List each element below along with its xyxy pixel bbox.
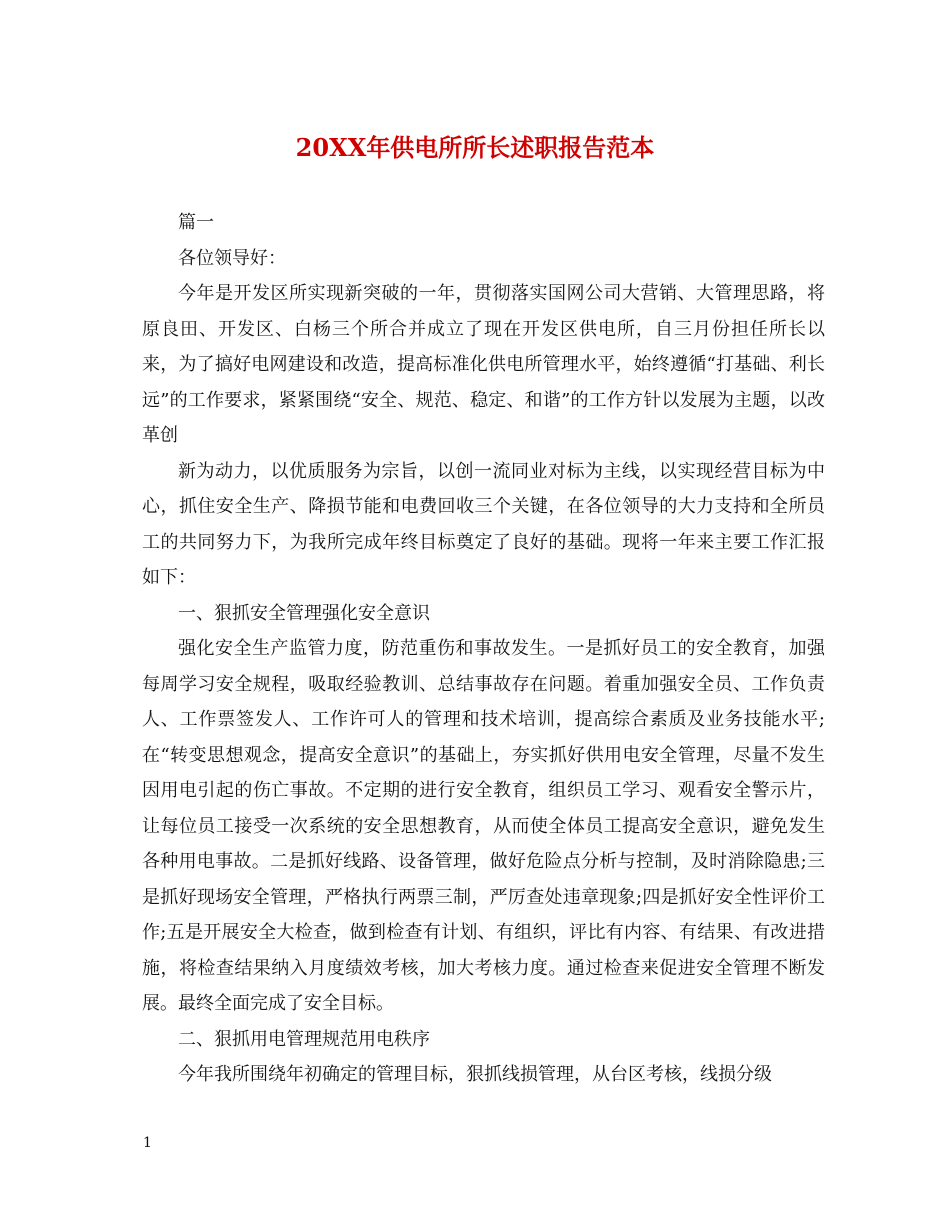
paragraph-safety-details: 强化安全生产监管力度，防范重伤和事故发生。一是抓好员工的安全教育，加强每周学习安全规程，吸取经验教训、总结事故存在问题。着重加强安全员、工作负责人、工作票签发人、工作许可人的管理和技术培训，提高综合素质及业务技能水平;在“转变思想观念，提高安全意识”的基础上，夯实抓好供用电安全管理，尽量不发生因用电引起的伤亡事故。不定期的进行安全教育，组织员工学习、观看安全警示片，让每位员工接受一次系统的安全思想教育，从而使全体员工提高安全意识，避免发生各种用电事故。二是抓好线路、设备管理，做好危险点分析与控制，及时消除隐患;三是抓好现场安全管理，严格执行两票三制，严厉查处违章现象;四是抓好安全性评价工作;五是开展安全大检查，做到检查有计划、有组织，评比有内容、有结果、有改进措施，将检查结果纳入月度绩效考核，加大考核力度。通过检查来促进安全管理不断发展。最终全面完成了安全目标。 — [142, 638, 825, 1014]
document-body — [142, 205, 825, 1093]
document-title: 20XX年供电所所长述职报告范本 — [295, 133, 655, 162]
paragraph-section-label: 篇一 — [178, 212, 214, 233]
page-number: 1 — [143, 1135, 152, 1151]
paragraph-power-usage-details: 今年我所围绕年初确定的管理目标，狠抓线损管理，从台区考核，线损分级 — [178, 1064, 772, 1085]
paragraph-intro-continued: 新为动力，以优质服务为宗旨，以创一流同业对标为主线，以实现经营目标为中心，抓住安全生产、降损节能和电费回收三个关键，在各位领导的大力支持和全所员工的共同努力下，为我所完成年终目标奠定了良好的基础。现将一年来主要工作汇报如下： — [142, 460, 825, 588]
paragraph-greeting: 各位领导好： — [178, 247, 286, 269]
heading-power-usage-management: 二、狠抓用电管理规范用电秩序 — [178, 1028, 430, 1050]
heading-safety-management: 一、狠抓安全管理强化安全意识 — [178, 602, 430, 624]
paragraph-intro: 今年是开发区所实现新突破的一年，贯彻落实国网公司大营销、大管理思路，将原良田、开发区、白杨三个所合并成立了现在开发区供电所，自三月份担任所长以来，为了搞好电网建设和改造，提高标准化供电所管理水平，始终遵循“打基础、利长远”的工作要求，紧紧围绕“安全、规范、稳定、和谐”的工作方针以发展为主题，以改革创 — [142, 283, 825, 446]
